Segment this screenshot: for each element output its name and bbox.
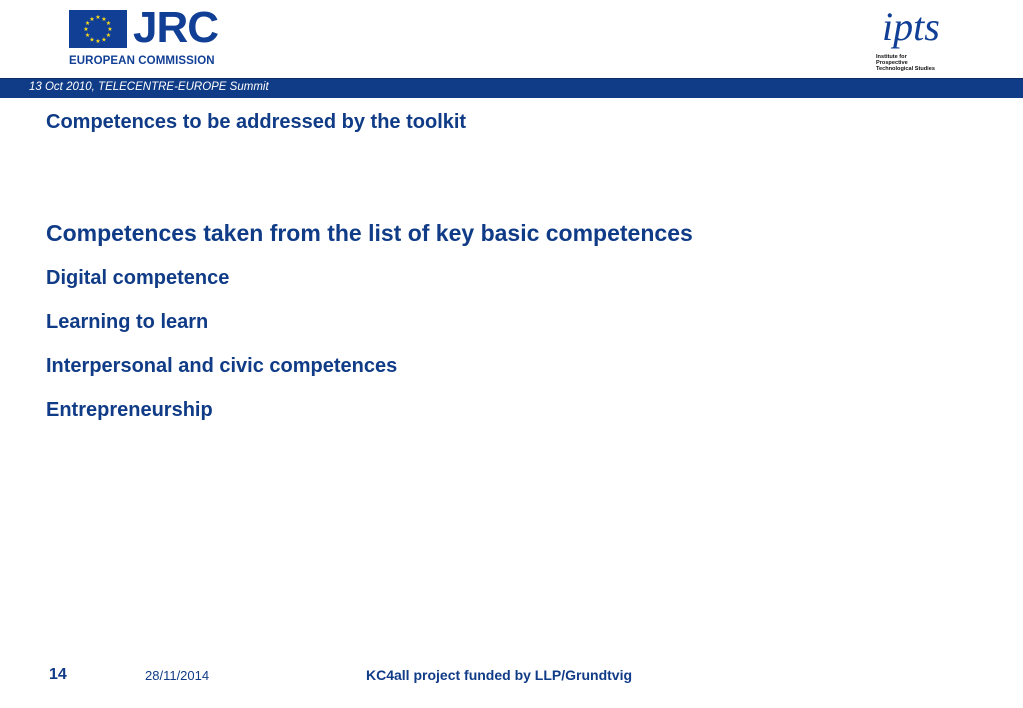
star-icon: ★ <box>89 36 95 44</box>
page-number: 14 <box>49 666 67 683</box>
star-icon: ★ <box>101 15 107 23</box>
star-icon: ★ <box>89 15 95 23</box>
organization-name: EUROPEAN COMMISSION <box>69 55 215 67</box>
competence-list <box>46 264 397 440</box>
header-band <box>0 78 1023 98</box>
star-icon: ★ <box>83 26 89 34</box>
slide-title: Competences to be addressed by the toolkit <box>46 111 467 133</box>
eu-flag-icon <box>69 10 127 48</box>
star-icon: ★ <box>84 20 91 28</box>
star-icon: ★ <box>101 36 107 44</box>
footer-date: 28/11/2014 <box>145 668 210 683</box>
list-item: Entrepreneurship <box>46 399 213 421</box>
star-icon: ★ <box>105 20 112 28</box>
section-heading: Competences taken from the list of key basic competences <box>46 220 693 246</box>
star-icon: ★ <box>105 32 112 40</box>
star-icon: ★ <box>84 32 91 40</box>
list-item: Learning to learn <box>46 311 209 333</box>
star-icon: ★ <box>95 38 101 46</box>
list-item: Interpersonal and civic competences <box>46 355 398 377</box>
event-caption: 13 Oct 2010, TELECENTRE-EUROPE Summit <box>29 81 269 93</box>
jrc-logo-text: JRC <box>133 3 219 52</box>
footer-project-text: KC4all project funded by LLP/Grundtvig <box>366 667 633 683</box>
ipts-logo <box>872 2 962 76</box>
jrc-logo <box>69 3 219 70</box>
ipts-logo-text: ipts <box>882 4 940 49</box>
ipts-subtitle: Institute for Prospective Technological Studies <box>876 54 935 72</box>
list-item: Digital competence <box>46 267 230 289</box>
star-icon: ★ <box>95 14 101 22</box>
star-icon: ★ <box>107 26 113 34</box>
